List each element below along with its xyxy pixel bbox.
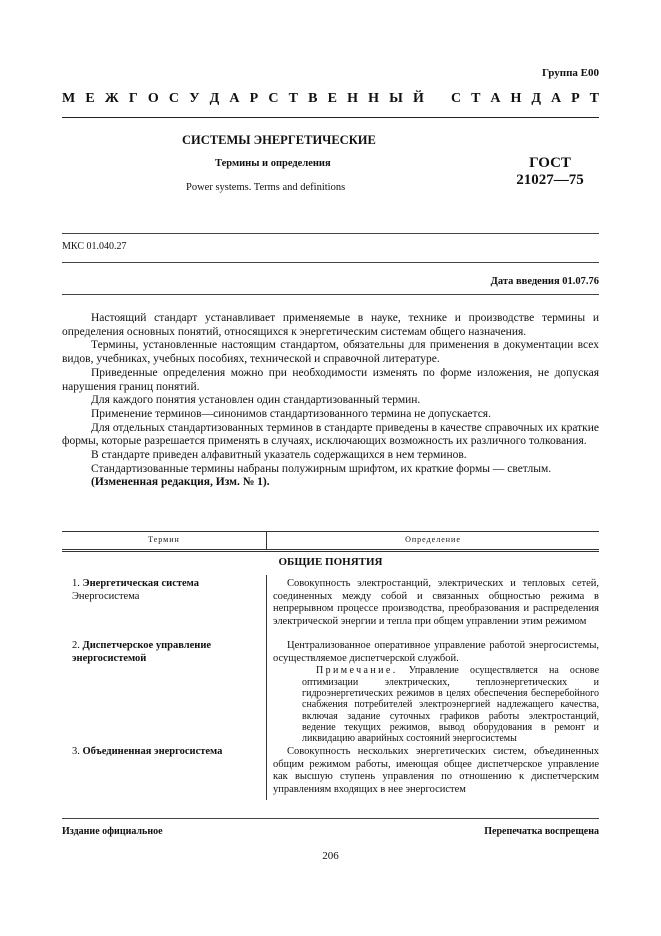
intro-date-label: Дата введения [490,276,560,287]
document-title: СИСТЕМЫ ЭНЕРГЕТИЧЕСКИЕ [182,133,376,147]
intro-date [491,276,599,287]
note-label: Примечание. [316,665,398,677]
term-number: 3. [72,746,80,757]
banner-letter: А [550,91,562,106]
header-rule [62,233,599,234]
banner-letter: С [451,91,462,106]
amendment-note: (Измененная редакция, Изм. № 1). [91,476,270,489]
banner-letter: Д [531,91,541,106]
banner-letter: С [168,91,180,106]
banner-word-standard [451,91,599,107]
intro-paragraph: Стандартизованные термины набраны полужирным шрифтом, их краткие формы — светлым. [91,462,552,475]
banner-letter: Е [85,91,95,106]
intro-paragraph: Термины, установленные настоящим стандартом, обязательны для применения в документации всех видов, учебниках, учебных пособиях, технической и справочной литературе. [62,339,599,366]
intro-paragraph: Для отдельных стандартизованных терминов в стандарте приведены в качестве справочных их краткие формы, которые разрешается применять в случаях, исключающих возможность их различного толкования. [62,421,599,448]
intro-paragraph: Приведенные определения можно при необходимости изменять по форме изложения, не допуская нарушения границ понятий. [62,366,599,393]
column-header-definition: Определение [405,535,461,544]
banner-letter: А [229,91,240,106]
standard-banner [62,90,599,108]
intro-paragraph: Для каждого понятия установлен один стандартизованный термин. [91,394,421,407]
table-row-definition [273,746,599,797]
gost-designation [505,155,595,189]
banner-letter: Й [413,91,424,106]
banner-letter: Т [288,91,298,106]
definition-note [273,665,599,744]
term-name: Объединенная энергосистема [82,746,223,757]
table-row-definition [273,578,599,629]
section-heading: ОБЩИЕ ПОНЯТИЯ [278,556,383,568]
banner-letter: Н [510,91,522,106]
banner-letter: Ж [104,91,119,106]
reprint-prohibited: Перепечатка воспрещена [484,826,599,837]
banner-letter: А [490,91,501,106]
official-edition: Издание официальное [62,826,163,837]
intro-paragraph: Применение терминов—синонимов стандартизованного термина не допускается. [91,407,491,420]
banner-letter: Е [327,91,337,106]
banner-letter: М [62,91,76,106]
page-number: 206 [322,850,339,862]
intro-paragraph: Настоящий стандарт устанавливает применяемые в науке, технике и производстве термины и определения основных понятий, относящихся к энергетическим системам общего назначения. [62,312,599,338]
banner-word-interstate [62,91,424,107]
banner-letter: У [189,91,200,106]
banner-letter: Т [471,91,481,106]
banner-letter: Н [347,91,358,106]
english-title: Power systems. Terms and definitions [186,182,346,193]
intro-paragraph: В стандарте приведен алфавитный указатель содержащихся в нем терминов. [91,449,467,462]
definition-text: Совокупность электростанций, электрических и тепловых сетей, соединенных между собой и связанных общностью режима в непрерывном процессе производства, преобразования и распределения электрической энергии и тепла при общем управлении этим режимом [273,578,599,628]
banner-letter: С [268,91,279,106]
table-row-term [72,578,262,603]
banner-letter: В [308,91,318,106]
banner-letter: Н [368,91,379,106]
term-short-form: Энергосистема [72,590,140,602]
document-subtitle: Термины и определения [215,158,331,169]
banner-letter: О [147,91,159,106]
group-code: Группа Е00 [541,67,599,79]
top-rule [62,117,599,118]
gost-number: 21027—75 [516,172,584,188]
table-row-definition [273,640,599,744]
date-rule [62,294,599,295]
banner-letter: Ы [389,91,403,106]
term-name: Диспетчерское управление энергосистемой [72,640,212,664]
banner-letter: Г [128,91,138,106]
gost-label: ГОСТ [529,155,571,171]
term-number: 1. [72,578,80,589]
intro-text [62,312,599,490]
table-row-term [72,746,262,759]
banner-letter: Р [571,91,580,106]
term-name: Энергетическая система [82,578,200,589]
mks-code: МКС 01.040.27 [62,241,127,252]
table-header [62,531,599,552]
banner-letter: Р [249,91,259,106]
intro-date-value: 01.07.76 [562,276,599,287]
table-row-term [72,640,262,665]
footer-rule [62,818,599,819]
column-divider [266,575,267,800]
column-header-term: Термин [62,532,267,549]
definition-text: Совокупность нескольких энергетических систем, объединенных общим режимом работы, имеющая общее диспетчерское управление как высшую ступень управления по отношению к диспетчерским управлениям входящих в нее энергосистем [273,746,599,796]
term-number: 2. [72,640,80,651]
definition-text: Централизованное оперативное управление работой энергосистемы, осуществляемое диспетчерской службой. [273,640,599,664]
note-text: Управление осуществляется на основе оптимизации электрических, теплоэнергетических и гидроэнергетических режимов в целях обеспечения бесперебойного снабжения потребителей электроэнергией надлежащего качества, включая задание суточных графиков работы электростанций, ведение текущих режимов, вывод оборудования в ремонт и ликвидацию аварийных состояний энергосистемы [302,665,600,745]
mks-rule [62,262,599,263]
banner-letter: Д [209,91,220,106]
banner-letter: Т [589,91,599,106]
